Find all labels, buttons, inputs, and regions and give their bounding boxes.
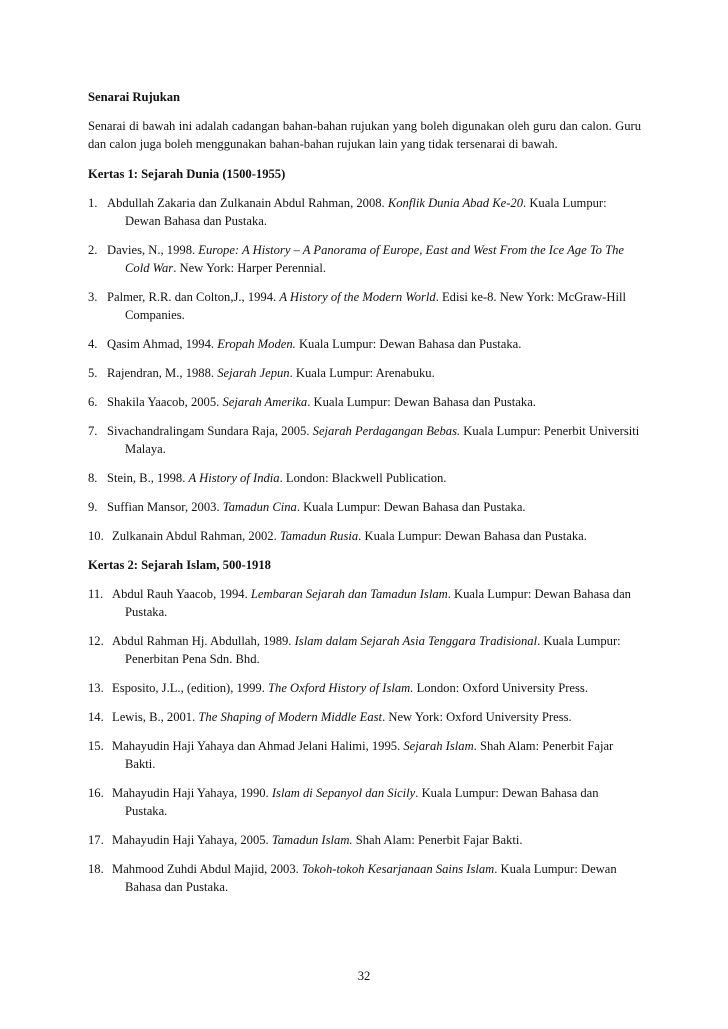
- reference-author-year: Abdul Rauh Yaacob, 1994.: [112, 587, 251, 601]
- reference-item: [88, 422, 641, 458]
- reference-author-year: Zulkanain Abdul Rahman, 2002.: [112, 529, 280, 543]
- reference-author-year: Palmer, R.R. dan Colton,J., 1994.: [107, 290, 280, 304]
- reference-text: [107, 424, 639, 456]
- reference-number: 6.: [88, 395, 98, 409]
- reference-title: Tokoh-tokoh Kesarjanaan Sains Islam: [301, 862, 495, 876]
- reference-publisher: . Edisi ke-8. New York: McGraw-Hill Companies.: [125, 290, 626, 322]
- reference-publisher: . Kuala Lumpur: Dewan Bahasa dan Pustaka.: [125, 196, 607, 228]
- reference-author-year: Mahayudin Haji Yahaya, 1990.: [112, 786, 272, 800]
- reference-publisher: . London: Blackwell Publication.: [279, 471, 447, 485]
- reference-number: 14.: [88, 710, 104, 724]
- reference-author-year: Davies, N., 1998.: [107, 243, 199, 257]
- reference-number: 12.: [88, 634, 104, 648]
- reference-number: 9.: [88, 500, 98, 514]
- reference-publisher: . Kuala Lumpur: Dewan Bahasa dan Pustaka.: [307, 395, 536, 409]
- reference-text: [112, 529, 587, 543]
- reference-item: [88, 393, 641, 411]
- reference-publisher: . Kuala Lumpur: Dewan Bahasa dan Pustaka.: [125, 862, 617, 894]
- reference-list-kertas-1: [88, 194, 641, 545]
- reference-text: [112, 739, 613, 771]
- reference-publisher: . Shah Alam: Penerbit Fajar Bakti.: [125, 739, 614, 771]
- document-page: [88, 88, 641, 907]
- reference-number: 10.: [88, 529, 104, 543]
- reference-title: Tamadun Cina: [222, 500, 297, 514]
- reference-publisher: Kuala Lumpur: Penerbit Universiti Malaya.: [125, 424, 640, 456]
- reference-text: [107, 290, 626, 322]
- reference-publisher: . Kuala Lumpur: Dewan Bahasa dan Pustaka.: [358, 529, 587, 543]
- reference-title: The Shaping of Modern Middle East: [198, 710, 383, 724]
- reference-author-year: Rajendran, M., 1988.: [107, 366, 218, 380]
- reference-text: [112, 833, 523, 847]
- reference-publisher: . Kuala Lumpur: Dewan Bahasa dan Pustaka.: [125, 786, 599, 818]
- reference-number: 5.: [88, 366, 98, 380]
- reference-title: Europe: A History – A Panorama of Europe, East and West From the Ice Age To The Cold War: [125, 243, 625, 275]
- reference-number: 1.: [88, 196, 98, 210]
- reference-title: The Oxford History of Islam.: [268, 681, 414, 695]
- reference-title: A History of the Modern World: [279, 290, 436, 304]
- reference-item: [88, 364, 641, 382]
- reference-publisher: . New York: Harper Perennial.: [173, 261, 327, 275]
- intro-paragraph: Senarai di bawah ini adalah cadangan bahan-bahan rujukan yang boleh digunakan oleh guru dan calon. Guru dan calon juga boleh menggunakan bahan-bahan rujukan lain yang tidak tersenarai di bawah.: [88, 119, 641, 151]
- reference-item: [88, 585, 641, 621]
- reference-number: 16.: [88, 786, 104, 800]
- reference-author-year: Stein, B., 1998.: [107, 471, 189, 485]
- reference-number: 11.: [88, 587, 104, 601]
- reference-publisher: . New York: Oxford University Press.: [382, 710, 572, 724]
- reference-number: 15.: [88, 739, 104, 753]
- reference-title: Tamadun Islam.: [271, 833, 353, 847]
- reference-text: [112, 587, 631, 619]
- reference-number: 4.: [88, 337, 98, 351]
- reference-item: [88, 241, 641, 277]
- reference-text: [107, 243, 624, 275]
- reference-title: Tamadun Rusia: [279, 529, 359, 543]
- section-heading-kertas-2: Kertas 2: Sejarah Islam, 500-1918: [88, 558, 271, 572]
- reference-title: Islam dalam Sejarah Asia Tenggara Tradisional: [294, 634, 538, 648]
- reference-author-year: Mahayudin Haji Yahaya, 2005.: [112, 833, 272, 847]
- reference-text: [107, 337, 521, 351]
- reference-author-year: Mahmood Zuhdi Abdul Majid, 2003.: [112, 862, 302, 876]
- reference-publisher: . Kuala Lumpur: Penerbitan Pena Sdn. Bhd.: [125, 634, 621, 666]
- reference-item: [88, 469, 641, 487]
- reference-number: 18.: [88, 862, 104, 876]
- reference-author-year: Mahayudin Haji Yahaya dan Ahmad Jelani Halimi, 1995.: [112, 739, 404, 753]
- reference-author-year: Lewis, B., 2001.: [112, 710, 199, 724]
- reference-publisher: . Kuala Lumpur: Dewan Bahasa dan Pustaka.: [296, 500, 526, 514]
- reference-author-year: Abdullah Zakaria dan Zulkanain Abdul Rahman, 2008.: [107, 196, 388, 210]
- reference-number: 7.: [88, 424, 98, 438]
- reference-title: Sejarah Islam: [403, 739, 474, 753]
- reference-number: 2.: [88, 243, 98, 257]
- reference-list-kertas-2: [88, 585, 641, 896]
- reference-publisher: . Kuala Lumpur: Dewan Bahasa dan Pustaka.: [125, 587, 631, 619]
- reference-item: [88, 737, 641, 773]
- reference-item: [88, 708, 641, 726]
- reference-text: [112, 786, 599, 818]
- reference-title: Sejarah Amerika: [222, 395, 308, 409]
- reference-text: [107, 196, 607, 228]
- reference-title: Eropah Moden.: [217, 337, 296, 351]
- reference-author-year: Qasim Ahmad, 1994.: [107, 337, 218, 351]
- reference-item: [88, 288, 641, 324]
- reference-item: [88, 679, 641, 697]
- reference-publisher: Kuala Lumpur: Dewan Bahasa dan Pustaka.: [295, 337, 522, 351]
- page-number: 32: [357, 969, 371, 983]
- reference-publisher: . Kuala Lumpur: Arenabuku.: [289, 366, 435, 380]
- section-heading-kertas-1: Kertas 1: Sejarah Dunia (1500-1955): [88, 167, 286, 181]
- reference-number: 8.: [88, 471, 98, 485]
- reference-author-year: Abdul Rahman Hj. Abdullah, 1989.: [112, 634, 295, 648]
- reference-title: Islam di Sepanyol dan Sicily: [271, 786, 416, 800]
- reference-author-year: Sivachandralingam Sundara Raja, 2005.: [107, 424, 313, 438]
- reference-author-year: Suffian Mansor, 2003.: [107, 500, 223, 514]
- reference-author-year: Esposito, J.L., (edition), 1999.: [112, 681, 269, 695]
- reference-text: [112, 634, 621, 666]
- reference-publisher: Shah Alam: Penerbit Fajar Bakti.: [352, 833, 523, 847]
- reference-number: 3.: [88, 290, 98, 304]
- reference-text: [107, 366, 435, 380]
- reference-author-year: Shakila Yaacob, 2005.: [107, 395, 223, 409]
- reference-text: [112, 710, 572, 724]
- reference-text: [112, 862, 617, 894]
- page-title: Senarai Rujukan: [88, 90, 181, 104]
- reference-item: [88, 335, 641, 353]
- reference-item: [88, 527, 641, 545]
- reference-text: [112, 681, 588, 695]
- reference-number: 13.: [88, 681, 104, 695]
- reference-item: [88, 498, 641, 516]
- reference-publisher: London: Oxford University Press.: [413, 681, 588, 695]
- reference-title: Konflik Dunia Abad Ke-20: [387, 196, 524, 210]
- reference-title: Sejarah Perdagangan Bebas.: [312, 424, 461, 438]
- reference-item: [88, 831, 641, 849]
- reference-item: [88, 632, 641, 668]
- reference-item: [88, 194, 641, 230]
- reference-title: Sejarah Jepun: [217, 366, 290, 380]
- reference-item: [88, 860, 641, 896]
- reference-item: [88, 784, 641, 820]
- reference-text: [107, 500, 526, 514]
- reference-title: Lembaran Sejarah dan Tamadun Islam: [250, 587, 448, 601]
- reference-number: 17.: [88, 833, 104, 847]
- reference-text: [107, 395, 536, 409]
- reference-text: [107, 471, 446, 485]
- reference-title: A History of India: [188, 471, 280, 485]
